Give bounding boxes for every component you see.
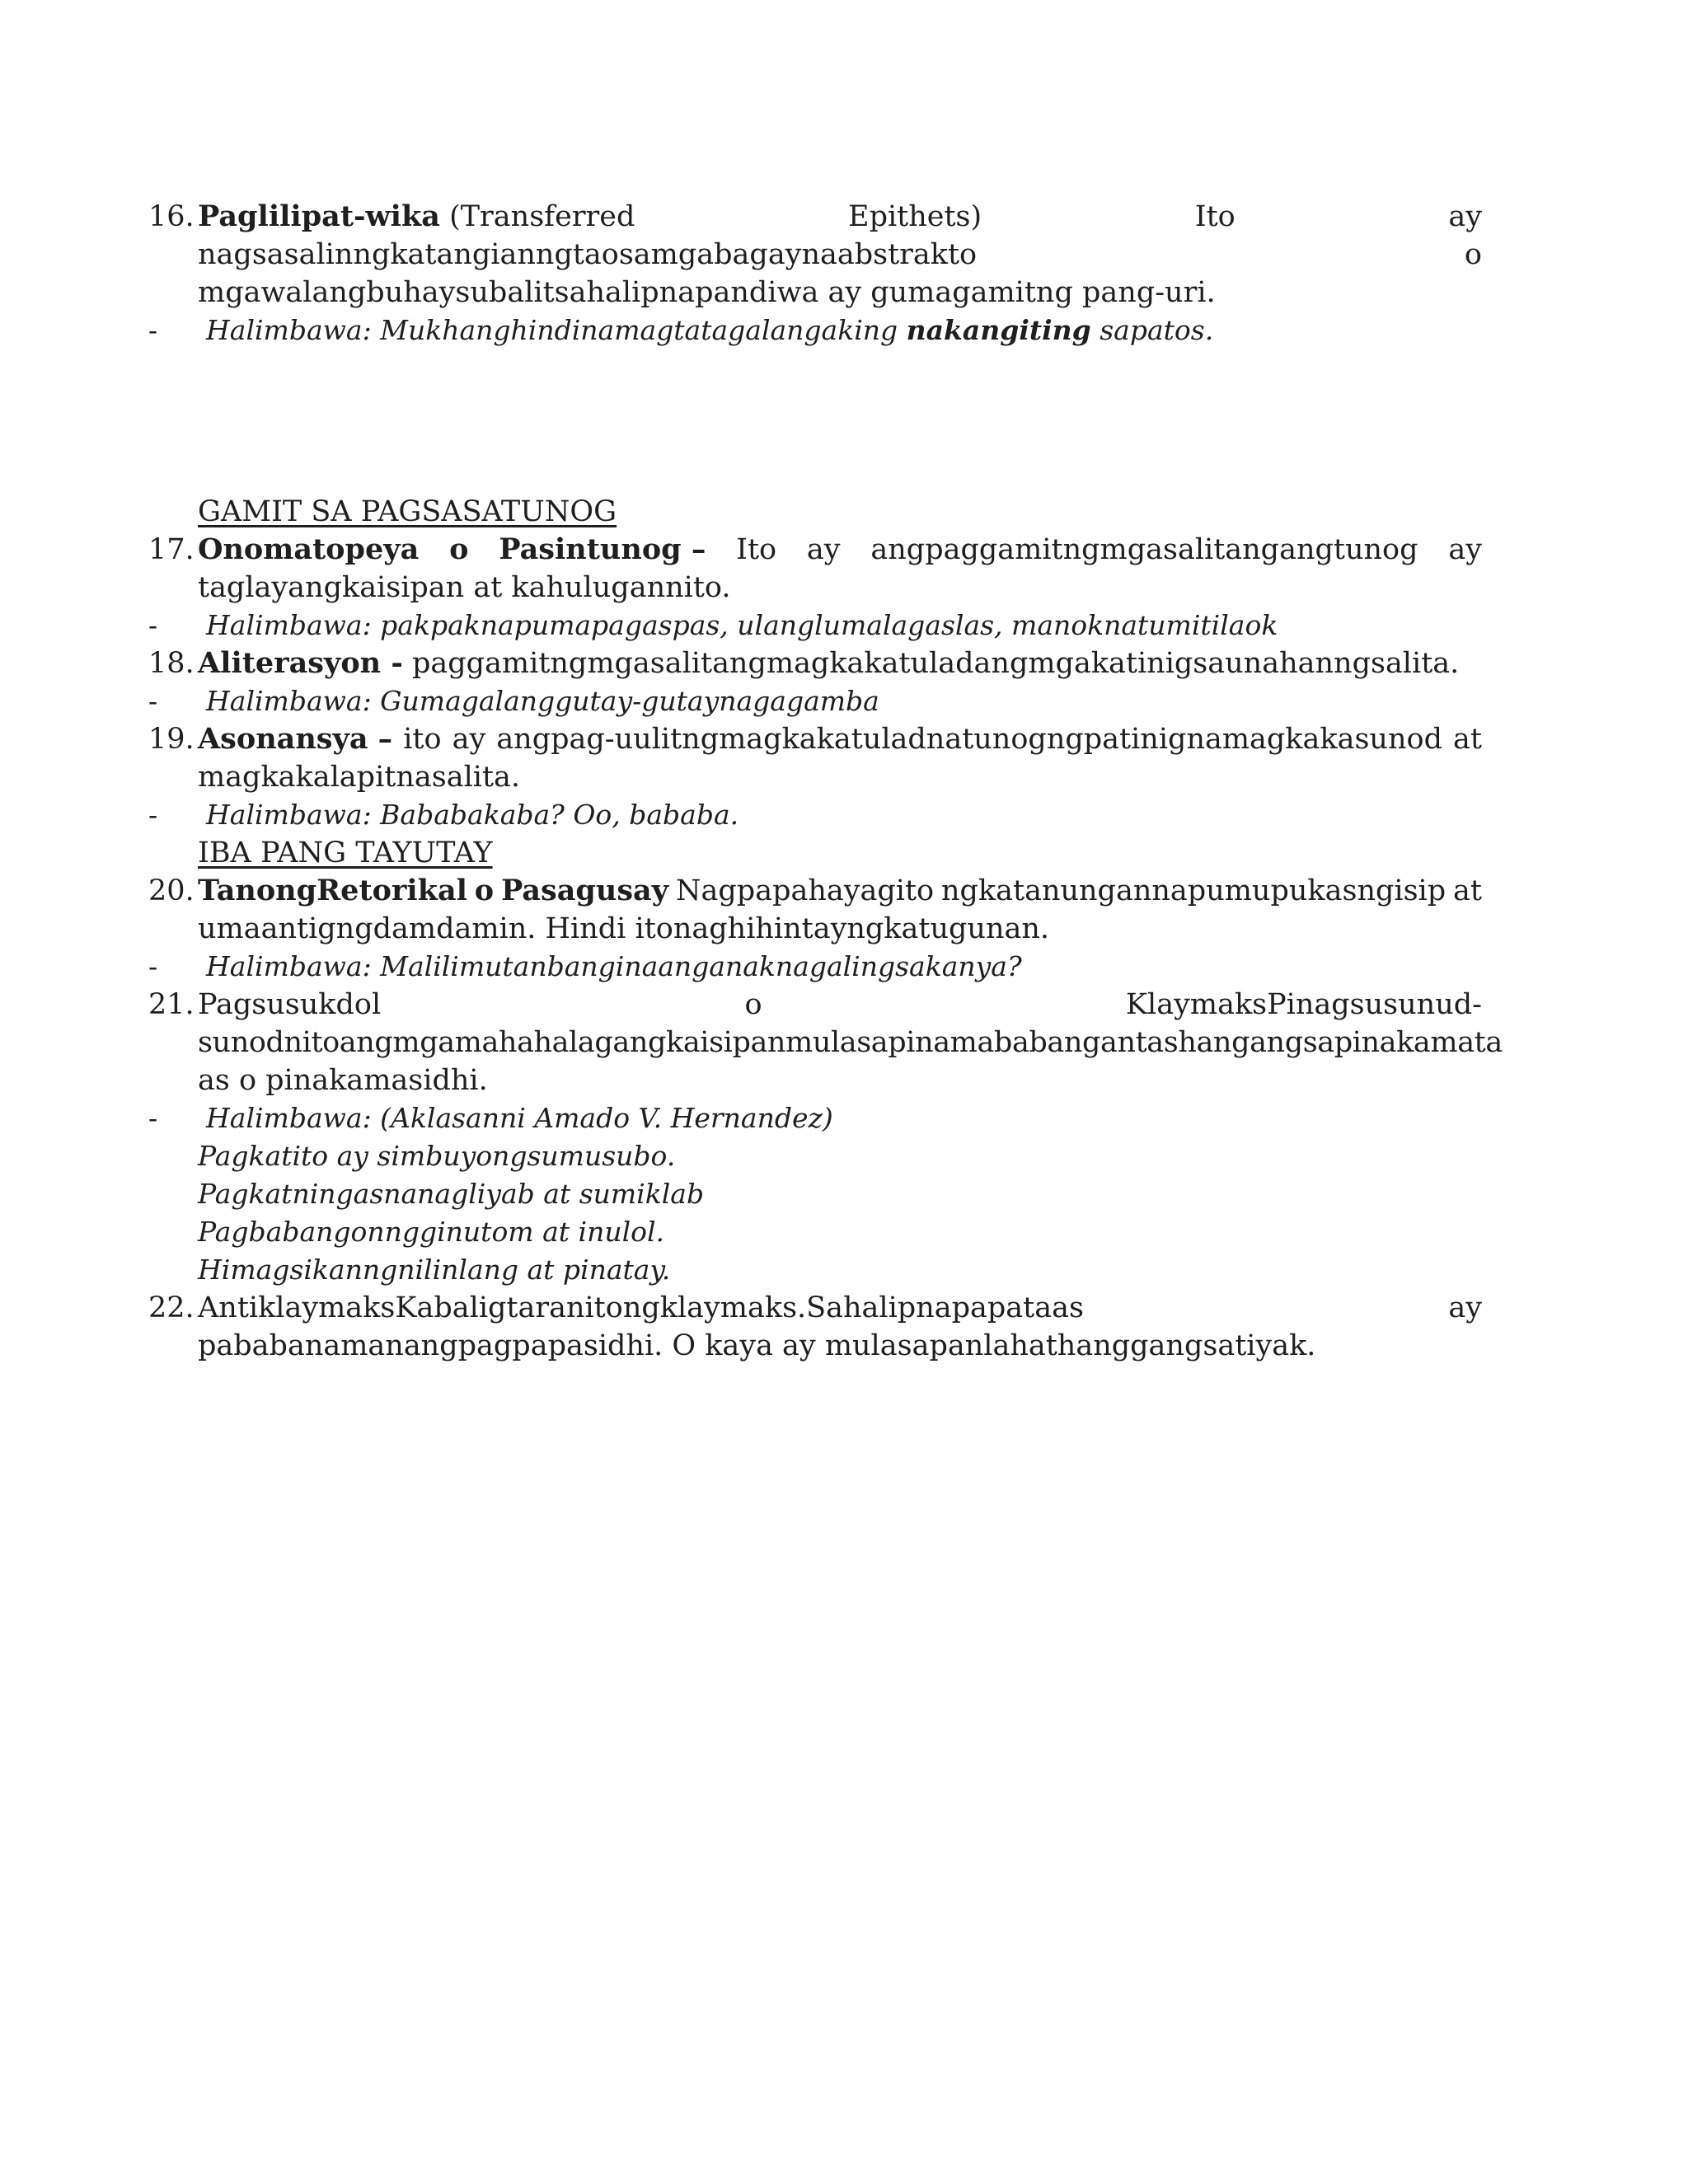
item-19-line-1 (198, 720, 1482, 758)
item-21-line-1 (198, 986, 1482, 1024)
item-19-example: Halimbawa: Bababakaba? Oo, bababa. (206, 799, 739, 831)
item-19-number: 19. (148, 723, 195, 756)
item-16-example (206, 312, 1213, 349)
item-20-line-1 (198, 872, 1482, 910)
item-22-word: AntiklaymaksKabaligtaranitongklaymaks.Sahalipnapapataas (198, 1291, 1084, 1324)
item-17-dash: - (148, 609, 158, 641)
item-16-line-1 (198, 198, 1482, 236)
item-18-number: 18. (148, 647, 195, 680)
item-20-example: Halimbawa: Malilimutanbanginaanganaknagalingsakanya? (206, 950, 1022, 982)
item-16-word: (Transferred (449, 200, 635, 233)
item-16-dash: - (148, 314, 158, 346)
item-20-title: TanongRetorikal (198, 874, 467, 907)
item-22-word: ay (1448, 1291, 1482, 1324)
item-16-title: Paglilipat-wika (198, 199, 440, 233)
item-17-title: Pasintunog – (499, 532, 706, 566)
item-19-title: Asonansya – (198, 722, 393, 756)
item-16-word: Epithets) (848, 200, 982, 233)
poem-line: Pagkatito ay simbuyongsumusubo. (198, 1140, 676, 1172)
item-17-word: ay (806, 533, 841, 566)
section-heading-pagsasatunog: GAMIT SA PAGSASATUNOG (198, 495, 617, 528)
item-19-word: angpag-uulitngmagkakatuladnatunogngpatinignamagkakasunod (496, 723, 1442, 756)
item-18-title: Aliterasyon - (198, 646, 403, 680)
item-17-number: 17. (148, 533, 195, 566)
example-text: sapatos. (1090, 314, 1214, 346)
item-20-word: ngkatanungannapumupukasngisip (940, 874, 1447, 907)
item-19-dash: - (148, 799, 158, 831)
item-20-word: Nagpapahayagito (675, 874, 935, 907)
item-17-line-2: taglayangkaisipan at kahulugannito. (198, 571, 731, 604)
item-17-word: Ito (736, 533, 777, 566)
item-17-line-1 (198, 531, 1482, 569)
item-19-word: ito (403, 723, 442, 756)
item-20-line-2: umaantigngdamdamin. Hindi itonaghihintayngkatugunan. (198, 912, 1050, 945)
item-18-example: Halimbawa: Gumagalanggutay-gutaynagagamba (206, 685, 879, 717)
item-20-word: at (1453, 874, 1482, 907)
item-17-example: Halimbawa: pakpaknapumapagaspas, ulanglumalagaslas, manoknatumitilaok (206, 609, 1278, 641)
item-20-dash: - (148, 950, 158, 982)
item-21-word: KlaymaksPinagsusunud- (1125, 988, 1482, 1021)
item-21-line-2: sunodnitoangmgamahahalagangkaisipanmulasapinamababangantashangangsapinakamata (198, 1026, 1503, 1059)
item-22-line-1 (198, 1289, 1482, 1327)
item-20-title: o (474, 874, 495, 907)
poem-line: Pagkatningasnanagliyab at sumiklab (198, 1178, 705, 1210)
item-16-word: Ito (1194, 200, 1236, 233)
item-19-word: at (1453, 723, 1482, 756)
item-16-word: ay (1448, 200, 1482, 233)
item-21-line-3: as o pinakamasidhi. (198, 1064, 488, 1097)
item-21-dash: - (148, 1102, 158, 1134)
item-21-number: 21. (148, 988, 195, 1021)
example-text: Halimbawa: Mukhanghindinamagtatagalangaking (206, 314, 907, 346)
poem-line: Himagsikanngnilinlang at pinatay. (198, 1254, 671, 1286)
item-16-text: o (1464, 238, 1482, 271)
example-bold-word: nakangiting (906, 314, 1091, 346)
item-19-word: ay (452, 723, 486, 756)
item-20-number: 20. (148, 874, 195, 907)
item-20-title: Pasagusay (500, 874, 669, 907)
item-18-text: paggamitngmgasalitangmagkakatuladangmgakatinigsaunahanngsalita. (402, 647, 1460, 680)
item-19-line-2: magkakalapitnasalita. (198, 761, 521, 794)
item-16-line-2 (198, 236, 1482, 274)
item-21-word: Pagsusukdol (198, 988, 382, 1021)
item-17-title: Onomatopeya (198, 532, 420, 566)
section-heading-iba-pang-tayutay: IBA PANG TAYUTAY (198, 837, 493, 869)
item-17-word: ay (1448, 533, 1482, 566)
item-22-number: 22. (148, 1291, 195, 1324)
item-18-dash: - (148, 685, 158, 717)
item-21-word: o (744, 988, 762, 1021)
item-21-example: Halimbawa: (Aklasanni Amado V. Hernandez) (206, 1102, 833, 1134)
item-22-line-2: pababanamanangpagpapasidhi. O kaya ay mulasapanlahathanggangsatiyak. (198, 1329, 1316, 1362)
poem-line: Pagbabangonngginutom at inulol. (198, 1216, 665, 1248)
item-16-text: nagsasalinngkatangianngtaosamgabagaynaabstrakto (198, 238, 978, 271)
item-16-line-3: mgawalangbuhaysubalitsahalipnapandiwa ay gumagamitng pang-uri. (198, 276, 1216, 309)
item-18-line-1 (198, 644, 1482, 682)
item-16-number: 16. (148, 200, 195, 233)
item-17-title: o (449, 532, 469, 566)
item-17-word: angpaggamitngmgasalitangangtunog (870, 533, 1418, 566)
